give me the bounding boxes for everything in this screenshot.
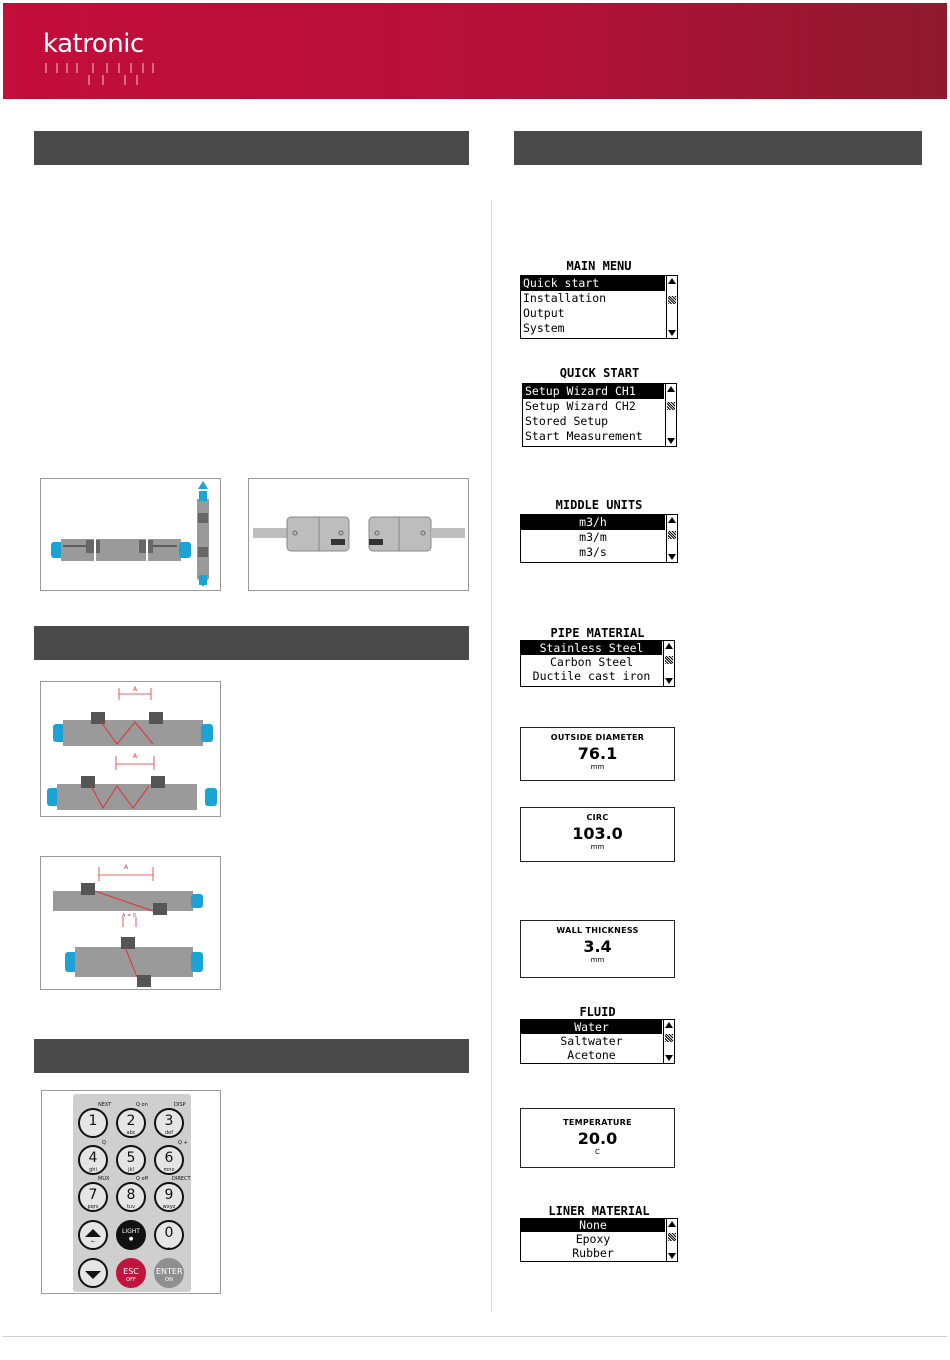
main-menu-item: Quick start <box>521 276 665 291</box>
scroll-down-icon <box>667 438 675 444</box>
scroll-up-icon <box>665 1022 673 1028</box>
fluid-title: FLUID <box>579 1005 616 1019</box>
circ-screen <box>520 807 675 862</box>
fluid-list <box>520 1019 675 1064</box>
page-header <box>3 3 947 99</box>
key-light: LIGHT ● <box>116 1220 146 1250</box>
middle-units-item: m3/m <box>579 530 607 544</box>
pipe-material-list <box>520 640 675 687</box>
wall-thickness-title: WALL THICKNESS <box>556 926 639 935</box>
middle-units-title: MIDDLE UNITS <box>555 498 643 512</box>
section-bar-quick-start <box>514 131 922 165</box>
wall-thickness-value: 3.4 <box>583 937 612 956</box>
scroll-down-icon <box>665 1055 673 1061</box>
middle-units-list <box>520 514 678 563</box>
main-menu-scrollbar <box>666 276 677 338</box>
liner-material-title: LINER MATERIAL <box>548 1204 650 1218</box>
temperature-unit: C <box>595 1148 600 1156</box>
key-1: 1 NEXT <box>78 1108 108 1138</box>
middle-units-scrollbar <box>666 515 677 562</box>
key-9: 9 wxyz DIRECT <box>154 1182 184 1212</box>
keypad-body <box>73 1094 191 1292</box>
section-bar-keypad <box>34 1039 469 1073</box>
middle-units-item: m3/h <box>521 515 665 530</box>
liner-material-item: Rubber <box>572 1246 614 1260</box>
liner-material-scrollbar <box>666 1219 677 1261</box>
key-down-arrow <box>78 1258 108 1288</box>
quick-start-list <box>522 383 677 447</box>
distance-label-a-diagonal: A <box>123 864 129 871</box>
middle-units-item: m3/s <box>579 545 607 559</box>
section-bar-mounting <box>34 626 469 660</box>
distance-label-a-top: A <box>132 686 138 693</box>
pipe-material-title: PIPE MATERIAL <box>550 626 645 640</box>
quick-start-scrollbar <box>665 384 676 446</box>
pipe-orientation-drawing <box>41 479 220 590</box>
key-6: 6 mno Q + <box>154 1145 184 1175</box>
scroll-up-icon <box>665 643 673 649</box>
column-divider <box>491 200 492 1312</box>
main-menu-list <box>520 275 678 339</box>
quick-start-item: Stored Setup <box>525 414 609 428</box>
down-arrow-icon <box>80 1260 106 1286</box>
key-4: 4 ghi Q <box>78 1145 108 1175</box>
scroll-down-icon <box>665 678 673 684</box>
key-up-arrow: ← <box>78 1220 108 1250</box>
liner-material-item: Epoxy <box>575 1232 611 1246</box>
quick-start-item: Setup Wizard CH2 <box>525 399 636 413</box>
key-0: 0 _ <box>154 1220 184 1250</box>
key-8: 8 tuv Q off <box>116 1182 146 1212</box>
reflection-mode-drawing <box>41 682 220 816</box>
key-3: 3 def DISP <box>154 1108 184 1138</box>
outside-diameter-title: OUTSIDE DIAMETER <box>550 733 645 742</box>
pipe-material-scrollbar <box>663 641 674 686</box>
circ-unit: mm <box>590 843 605 851</box>
diagonal-mode-figure <box>40 856 221 990</box>
scroll-down-icon <box>668 1253 676 1259</box>
scroll-up-icon <box>667 386 675 392</box>
key-enter: ENTER ON <box>154 1258 184 1288</box>
main-menu-item: System <box>523 321 565 335</box>
keypad-figure <box>41 1090 221 1294</box>
fluid-item: Saltwater <box>560 1034 623 1048</box>
fluid-item: Acetone <box>567 1048 616 1062</box>
logo-scale-graphic <box>45 63 155 85</box>
pipe-material-item: Stainless Steel <box>521 641 662 655</box>
key-7: 7 pqrs MUX <box>78 1182 108 1212</box>
outside-diameter-unit: mm <box>590 763 605 771</box>
liner-material-item: None <box>521 1219 665 1232</box>
footer-rule <box>3 1336 947 1337</box>
key-2: 2 abc Q on <box>116 1108 146 1138</box>
circ-value: 103.0 <box>572 824 623 843</box>
temperature-screen <box>520 1108 675 1168</box>
brand-logo: katronic <box>43 29 144 59</box>
temperature-title: TEMPERATURE <box>563 1118 632 1127</box>
scroll-up-icon <box>668 517 676 523</box>
scroll-up-icon <box>668 1221 676 1227</box>
circ-title: CIRC <box>586 813 609 822</box>
reflection-mode-figure <box>40 681 221 817</box>
main-menu-item: Installation <box>523 291 607 305</box>
diagonal-mode-drawing <box>41 857 220 989</box>
outside-diameter-value: 76.1 <box>577 744 618 763</box>
temperature-value: 20.0 <box>577 1129 618 1148</box>
scroll-down-icon <box>668 330 676 336</box>
liner-material-list <box>520 1218 678 1262</box>
distance-label-a-zero: A = 0 <box>122 913 136 919</box>
quick-start-item: Start Measurement <box>525 429 643 443</box>
quick-start-title: QUICK START <box>559 366 640 380</box>
distance-label-a-bottom: A <box>132 753 138 760</box>
key-5: 5 jkl <box>116 1145 146 1175</box>
wall-thickness-screen <box>520 920 675 978</box>
pipe-orientation-figure <box>40 478 221 591</box>
outside-diameter-screen <box>520 727 675 781</box>
connector-figure <box>248 478 469 591</box>
key-esc: ESC OFF <box>116 1258 146 1288</box>
main-menu-item: Output <box>523 306 565 320</box>
quick-start-item: Setup Wizard CH1 <box>523 384 664 399</box>
pipe-material-item: Ductile cast iron <box>532 669 651 683</box>
pipe-material-item: Carbon Steel <box>549 655 634 669</box>
wall-thickness-unit: mm <box>590 956 605 964</box>
fluid-scrollbar <box>663 1020 674 1063</box>
section-bar-installation <box>34 131 469 165</box>
connector-drawing <box>249 479 468 590</box>
scroll-down-icon <box>668 554 676 560</box>
fluid-item: Water <box>521 1020 662 1034</box>
main-menu-title: MAIN MENU <box>566 259 632 273</box>
scroll-up-icon <box>668 278 676 284</box>
